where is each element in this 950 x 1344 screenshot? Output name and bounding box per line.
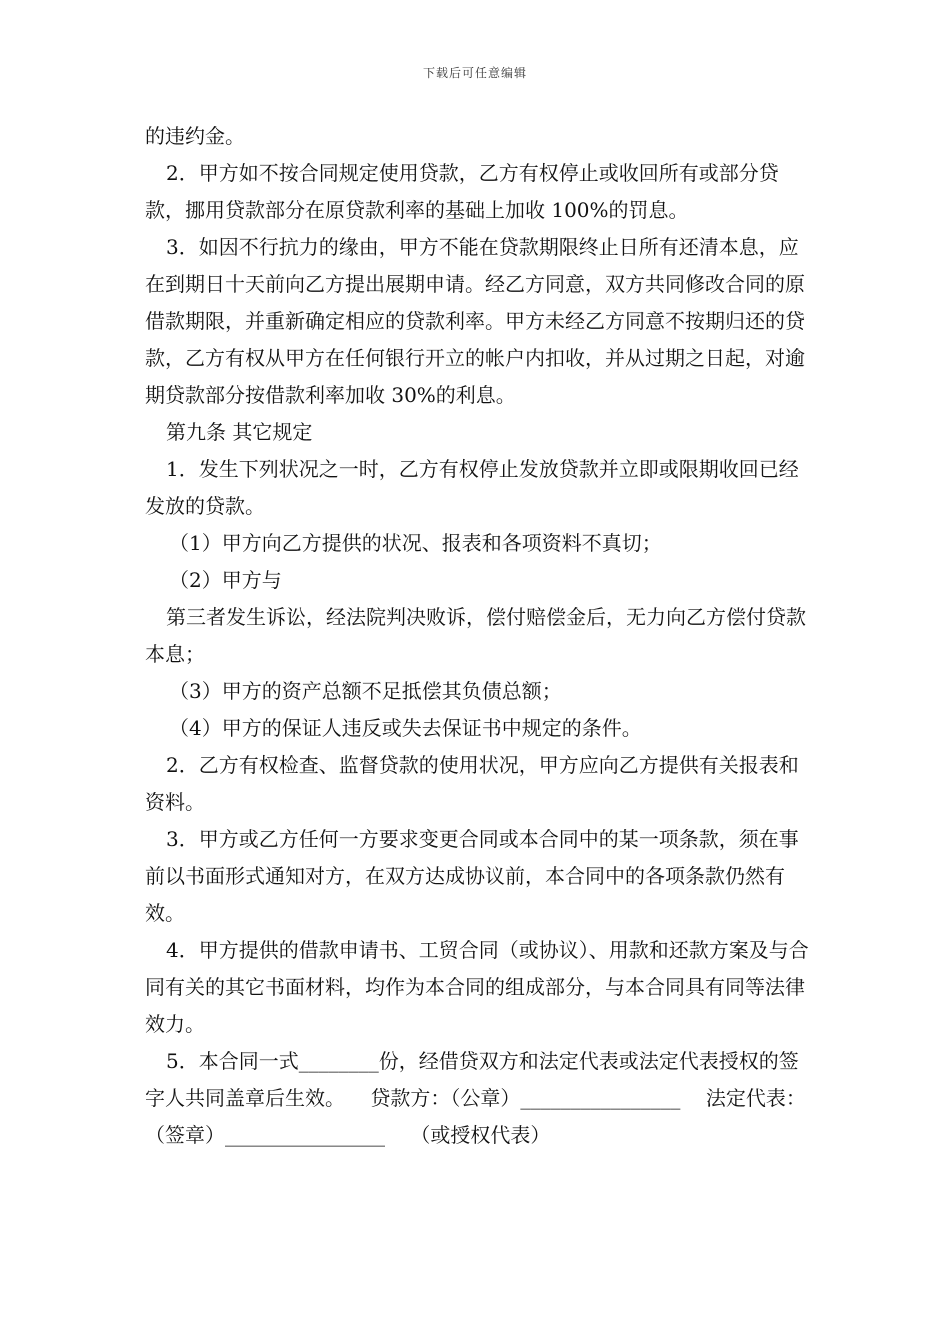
paragraph-subitem-1: （1）甲方向乙方提供的状况、报表和各项资料不真切； <box>169 531 662 555</box>
paragraph-subitem-3: （3）甲方的资产总额不足抵偿其负债总额； <box>169 679 562 703</box>
paragraph-clause-2: 2．甲方如不按合同规定使用贷款，乙方有权停止或收回所有或部分贷款，挪用贷款部分在原贷款利率的基础上加收 100%的罚息。 <box>145 161 779 222</box>
document-body <box>145 118 815 1154</box>
paragraph-article-9-item-4: 4．甲方提供的借款申请书、工贸合同（或协议）、用款和还款方案及与合同有关的其它书面材料，均作为本合同的组成部分，与本合同具有同等法律效力。 <box>145 938 809 1036</box>
paragraph-subitem-2-continued: 第三者发生诉讼，经法院判决败诉，偿付赔偿金后，无力向乙方偿付贷款本息； <box>145 605 806 666</box>
paragraph-article-9-item-5-signatures: 5．本合同一式________份，经借贷双方和法定代表或法定代表授权的签字人共同盖章后生效。 贷款方：（公章）________________ 法定代表：（签章）________________ （或授权代表） <box>145 1049 806 1147</box>
section-heading-article-9: 第九条 其它规定 <box>166 420 313 444</box>
paragraph-article-9-item-3: 3．甲方或乙方任何一方要求变更合同或本合同中的某一项条款，须在事前以书面形式通知对方，在双方达成协议前，本合同中的各项条款仍然有效。 <box>145 827 799 925</box>
paragraph-subitem-4: （4）甲方的保证人违反或失去保证书中规定的条件。 <box>169 716 642 740</box>
paragraph-continuation: 的违约金。 <box>145 124 245 148</box>
paragraph-article-9-item-1: 1．发生下列状况之一时，乙方有权停止发放贷款并立即或限期收回已经发放的贷款。 <box>145 457 799 518</box>
paragraph-article-9-item-2: 2．乙方有权检查、监督贷款的使用状况，甲方应向乙方提供有关报表和资料。 <box>145 753 799 814</box>
paragraph-subitem-2: （2）甲方与 <box>169 568 282 592</box>
page-header: 下载后可任意编辑 <box>422 66 527 80</box>
paragraph-clause-3: 3．如因不行抗力的缘由，甲方不能在贷款期限终止日所有还清本息，应在到期日十天前向乙方提出展期申请。经乙方同意，双方共同修改合同的原借款期限，并重新确定相应的贷款利率。甲方未经乙方同意不按期归还的贷款，乙方有权从甲方在任何银行开立的帐户内扣收，并从过期之日起，对逾期贷款部分按借款利率加收 30%的利息。 <box>145 235 805 407</box>
